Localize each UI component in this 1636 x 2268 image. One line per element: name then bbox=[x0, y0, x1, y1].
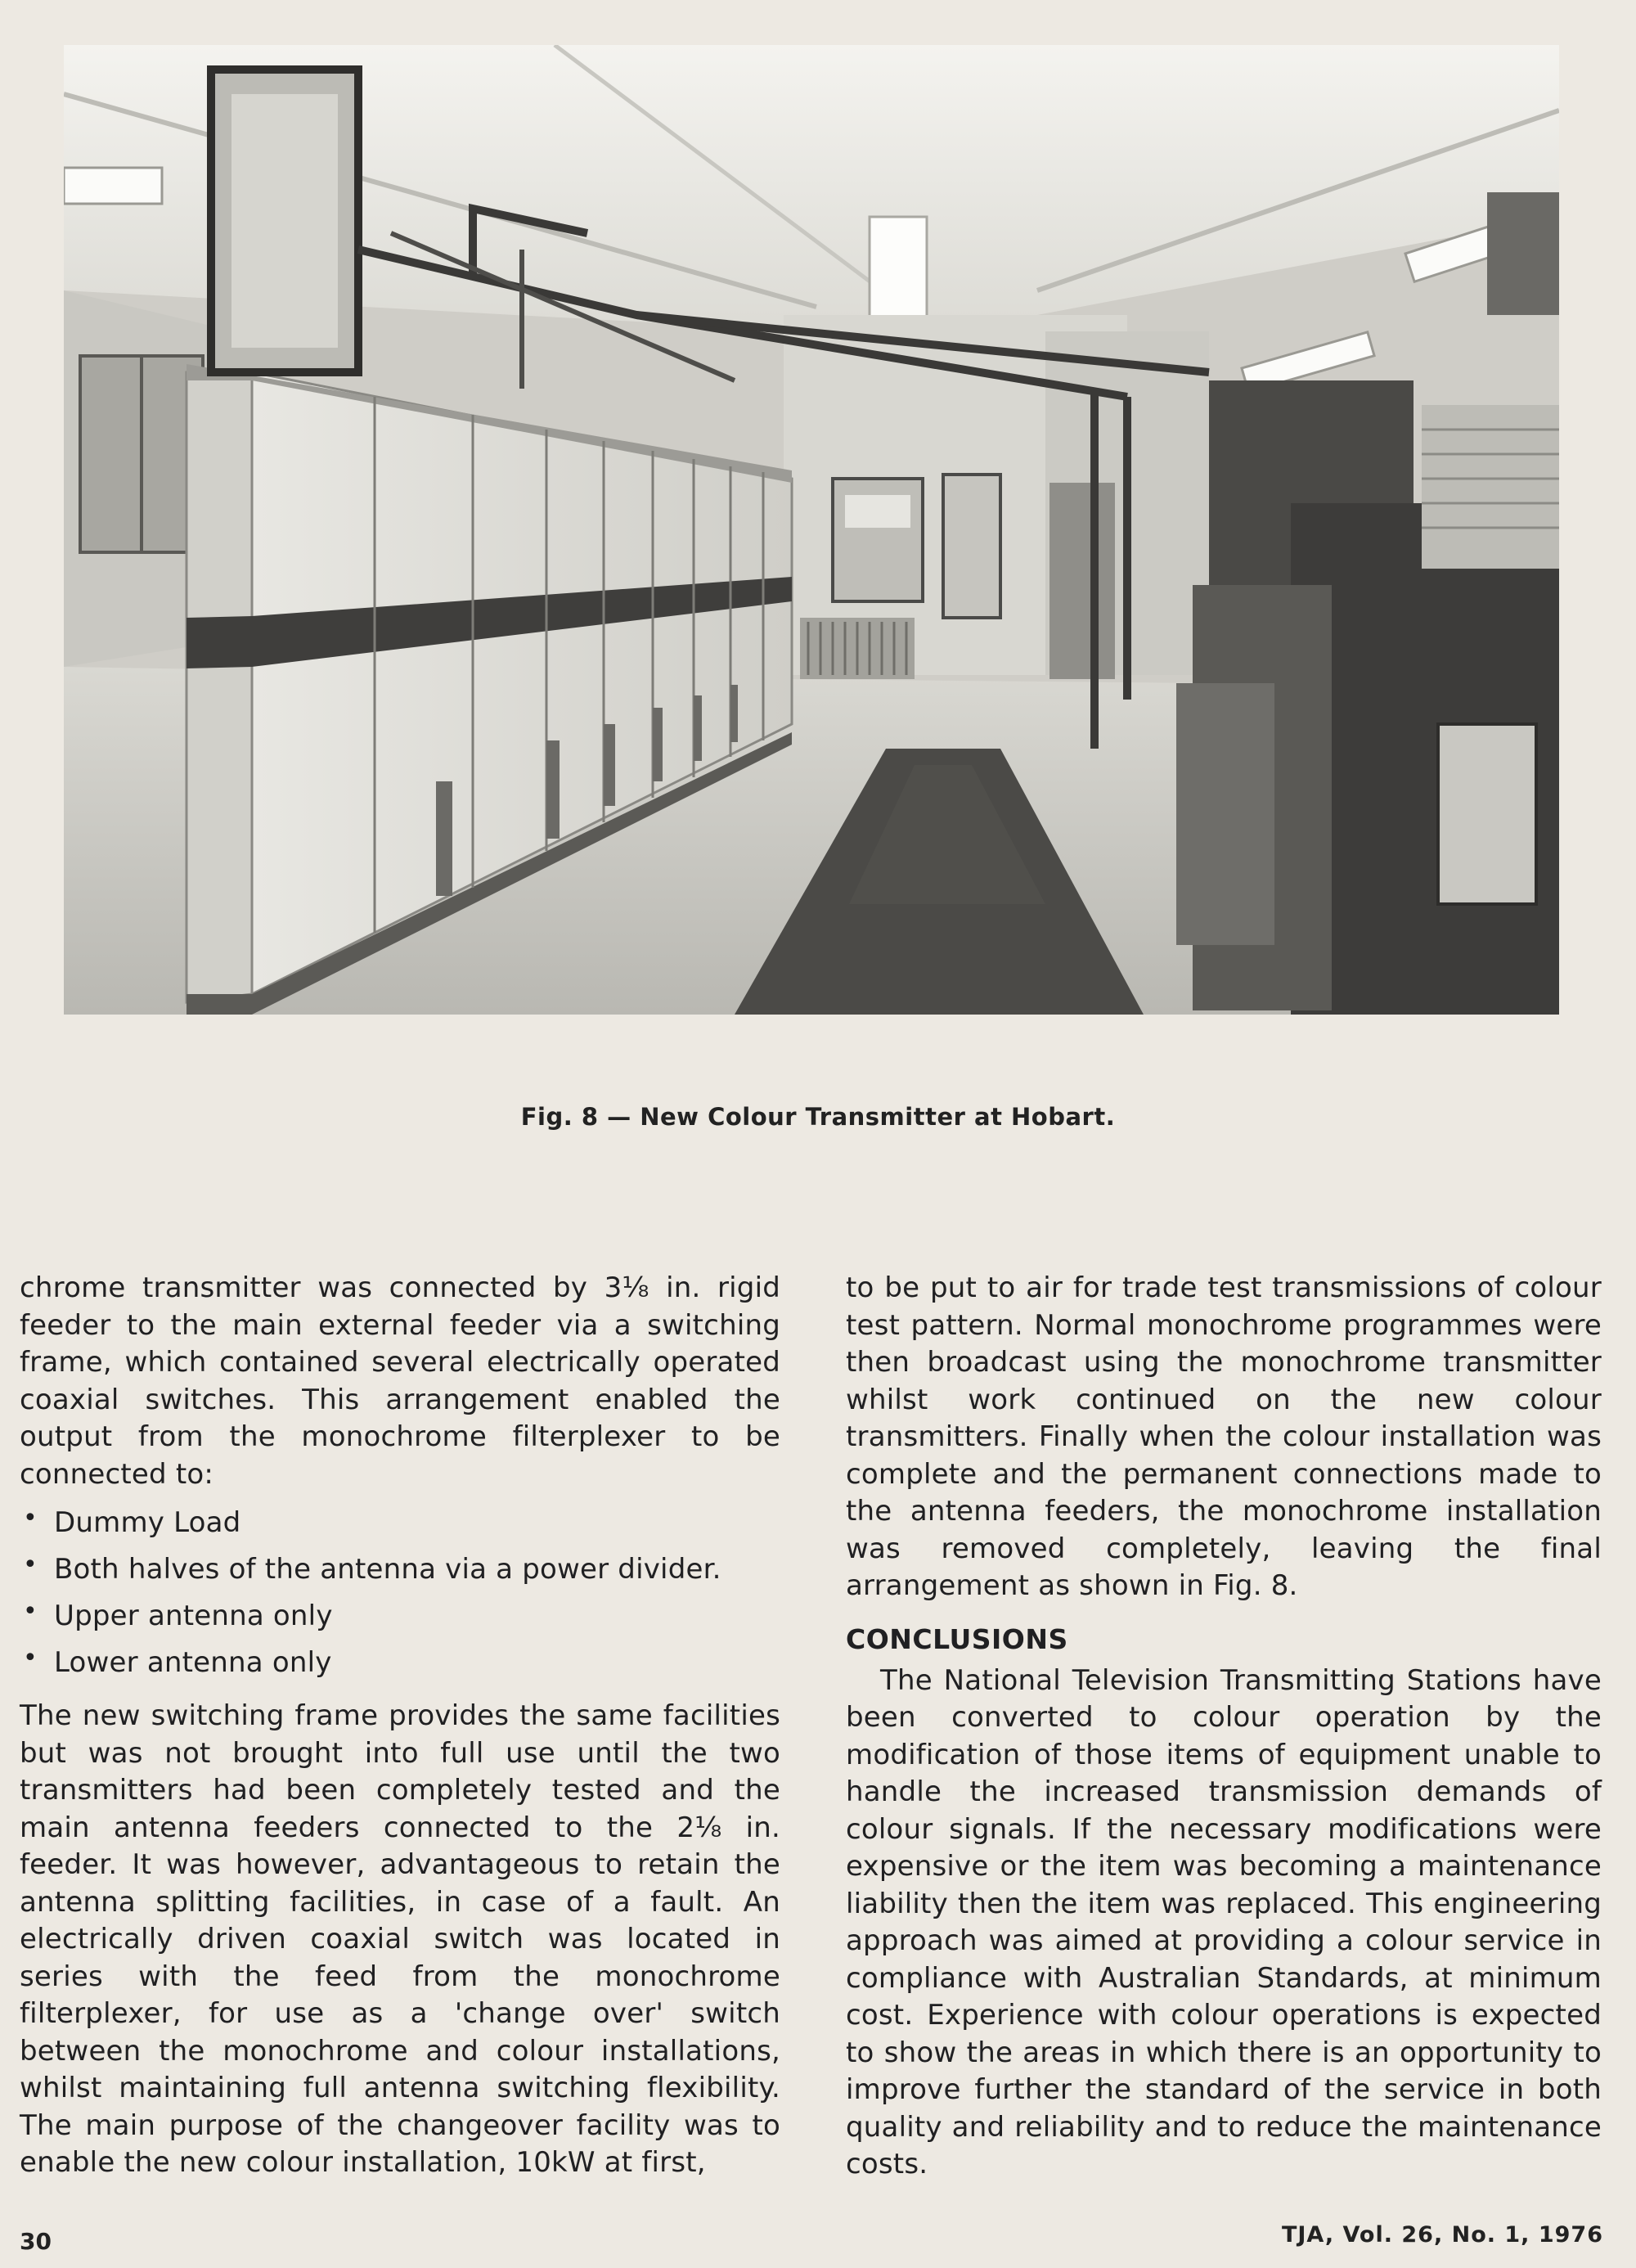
left-column bbox=[20, 1270, 780, 2182]
journal-reference: TJA, Vol. 26, No. 1, 1976 bbox=[1281, 2222, 1603, 2248]
list-item: • Upper antenna only bbox=[20, 1593, 780, 1640]
page-number: 30 bbox=[20, 2228, 52, 2255]
conclusions-heading: CONCLUSIONS bbox=[846, 1622, 1068, 1655]
bullet-icon: • bbox=[23, 1550, 38, 1579]
list-item: • Both halves of the antenna via a power divider. bbox=[20, 1546, 780, 1593]
bullet-icon: • bbox=[23, 1644, 38, 1672]
list-item: • Dummy Load bbox=[20, 1500, 780, 1546]
transmitter-room-photo bbox=[64, 45, 1559, 1015]
bullet-icon: • bbox=[23, 1597, 38, 1626]
right-column bbox=[846, 1270, 1602, 2184]
right-continuation-paragraph: to be put to air for trade test transmissions of colour test pattern. Normal monochrome programmes were then broadcast using the monochrome transmitter whilst work continued on the new colour transmitters. Finally when the colour installation was complete and the permanent connections made to the antenna feeders, the monochrome installation was removed completely, leaving the final arrangement as shown in Fig. 8. bbox=[846, 1271, 1602, 1602]
figure-caption: Fig. 8 — New Colour Transmitter at Hobart. bbox=[520, 1103, 1116, 1131]
list-item: • Lower antenna only bbox=[20, 1640, 780, 1686]
left-intro-paragraph: chrome transmitter was connected by 3⅛ in. rigid feeder to the main external feeder via a switching frame, which contained several electrically operated coaxial switches. This arrangement enabled the output from the monochrome filterplexer to be connected to: bbox=[20, 1271, 780, 1491]
connection-options-list bbox=[20, 1500, 780, 1686]
conclusions-paragraph: The National Television Transmitting Stations have been converted to colour operation by the modification of those items of equipment unable to handle the increased transmission demands of colour signals. If the necessary modifications were expensive or the item was becoming a maintenance liability then the item was replaced. This engineering approach was aimed at providing a colour service in compliance with Australian Standards, at minimum cost. Experience with colour operations is expected to show the areas in which there is an opportunity to improve further the standard of the service in both quality and reliability and to reduce the maintenance costs. bbox=[846, 1663, 1602, 2180]
switching-frame-paragraph: The new switching frame provides the same facilities but was not brought into full use until the two transmitters had been completely tested and the main antenna feeders connected to the 2⅛ in. feeder. It was however, advantageous to retain the antenna splitting facilities, in case of a fault. An electrically driven coaxial switch was located in series with the feed from the monochrome filterplexer, for use as a 'change over' switch between the monochrome and colour installations, whilst maintaining full antenna switching flexibility. The main purpose of the changeover facility was to enable the new colour installation, 10kW at first, bbox=[20, 1699, 780, 2179]
bullet-icon: • bbox=[23, 1504, 38, 1532]
